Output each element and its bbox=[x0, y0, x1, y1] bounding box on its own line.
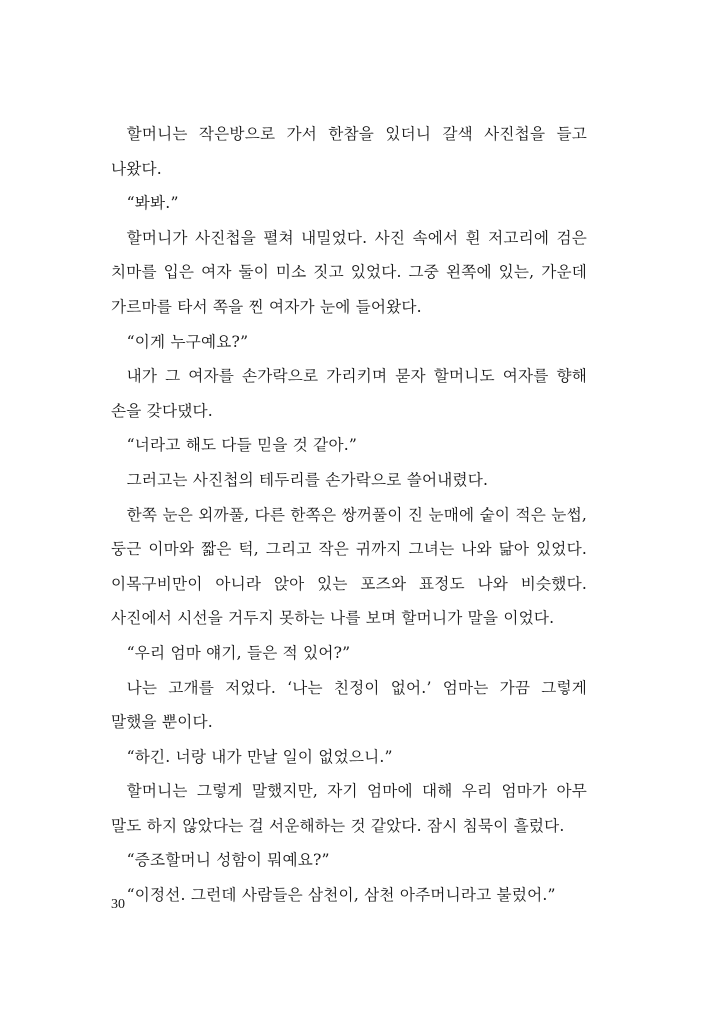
paragraph: 그러고는 사진첩의 테두리를 손가락으로 쓸어내렸다. bbox=[126, 470, 489, 489]
paragraph: 내가 그 여자를 손가락으로 가리키며 묻자 할머니도 여자를 향해 손을 갖다댔다. bbox=[111, 367, 587, 420]
paragraph: “이정선. 그런데 사람들은 삼천이, 삼천 아주머니라고 불렀어.” bbox=[126, 886, 556, 905]
page-number: 30 bbox=[111, 897, 125, 912]
body-text bbox=[111, 117, 587, 913]
paragraph: “너라고 해도 다들 믿을 것 같아.” bbox=[126, 436, 358, 455]
paragraph: “증조할머니 성함이 뭐예요?” bbox=[126, 851, 330, 870]
paragraph: 한쪽 눈은 외까풀, 다른 한쪽은 쌍꺼풀이 진 눈매에 숱이 적은 눈썹, 둥근 이마와 짧은 턱, 그리고 작은 귀까지 그녀는 나와 닮아 있었다. 이목구비만이 아니라 앉아 있는 포즈와 표정도 나와 비슷했다. 사진에서 시선을 거두지 못하는 나를 보며 할머니가 말을 이었다. bbox=[111, 505, 587, 628]
paragraph: 할머니는 작은방으로 가서 한참을 있더니 갈색 사진첩을 들고 나왔다. bbox=[111, 125, 587, 178]
paragraph: “봐봐.” bbox=[126, 194, 179, 213]
paragraph: 나는 고개를 저었다. ‘나는 친정이 없어.’ 엄마는 가끔 그렇게 말했을 뿐이다. bbox=[111, 678, 587, 732]
paragraph: 할머니가 사진첩을 펼쳐 내밀었다. 사진 속에서 흰 저고리에 검은 치마를 입은 여자 둘이 미소 짓고 있었다. 그중 왼쪽에 있는, 가운데 가르마를 타서 쪽을 찐 여자가 눈에 들어왔다. bbox=[111, 228, 587, 316]
paragraph: “우리 엄마 얘기, 들은 적 있어?” bbox=[126, 643, 351, 662]
paragraph: 할머니는 그렇게 말했지만, 자기 엄마에 대해 우리 엄마가 아무 말도 하지 않았다는 걸 서운해하는 것 같았다. 잠시 침묵이 흘렀다. bbox=[111, 782, 587, 835]
paragraph: “하긴. 너랑 내가 만날 일이 없었으니.” bbox=[126, 747, 393, 766]
paragraph: “이게 누구예요?” bbox=[126, 332, 249, 351]
